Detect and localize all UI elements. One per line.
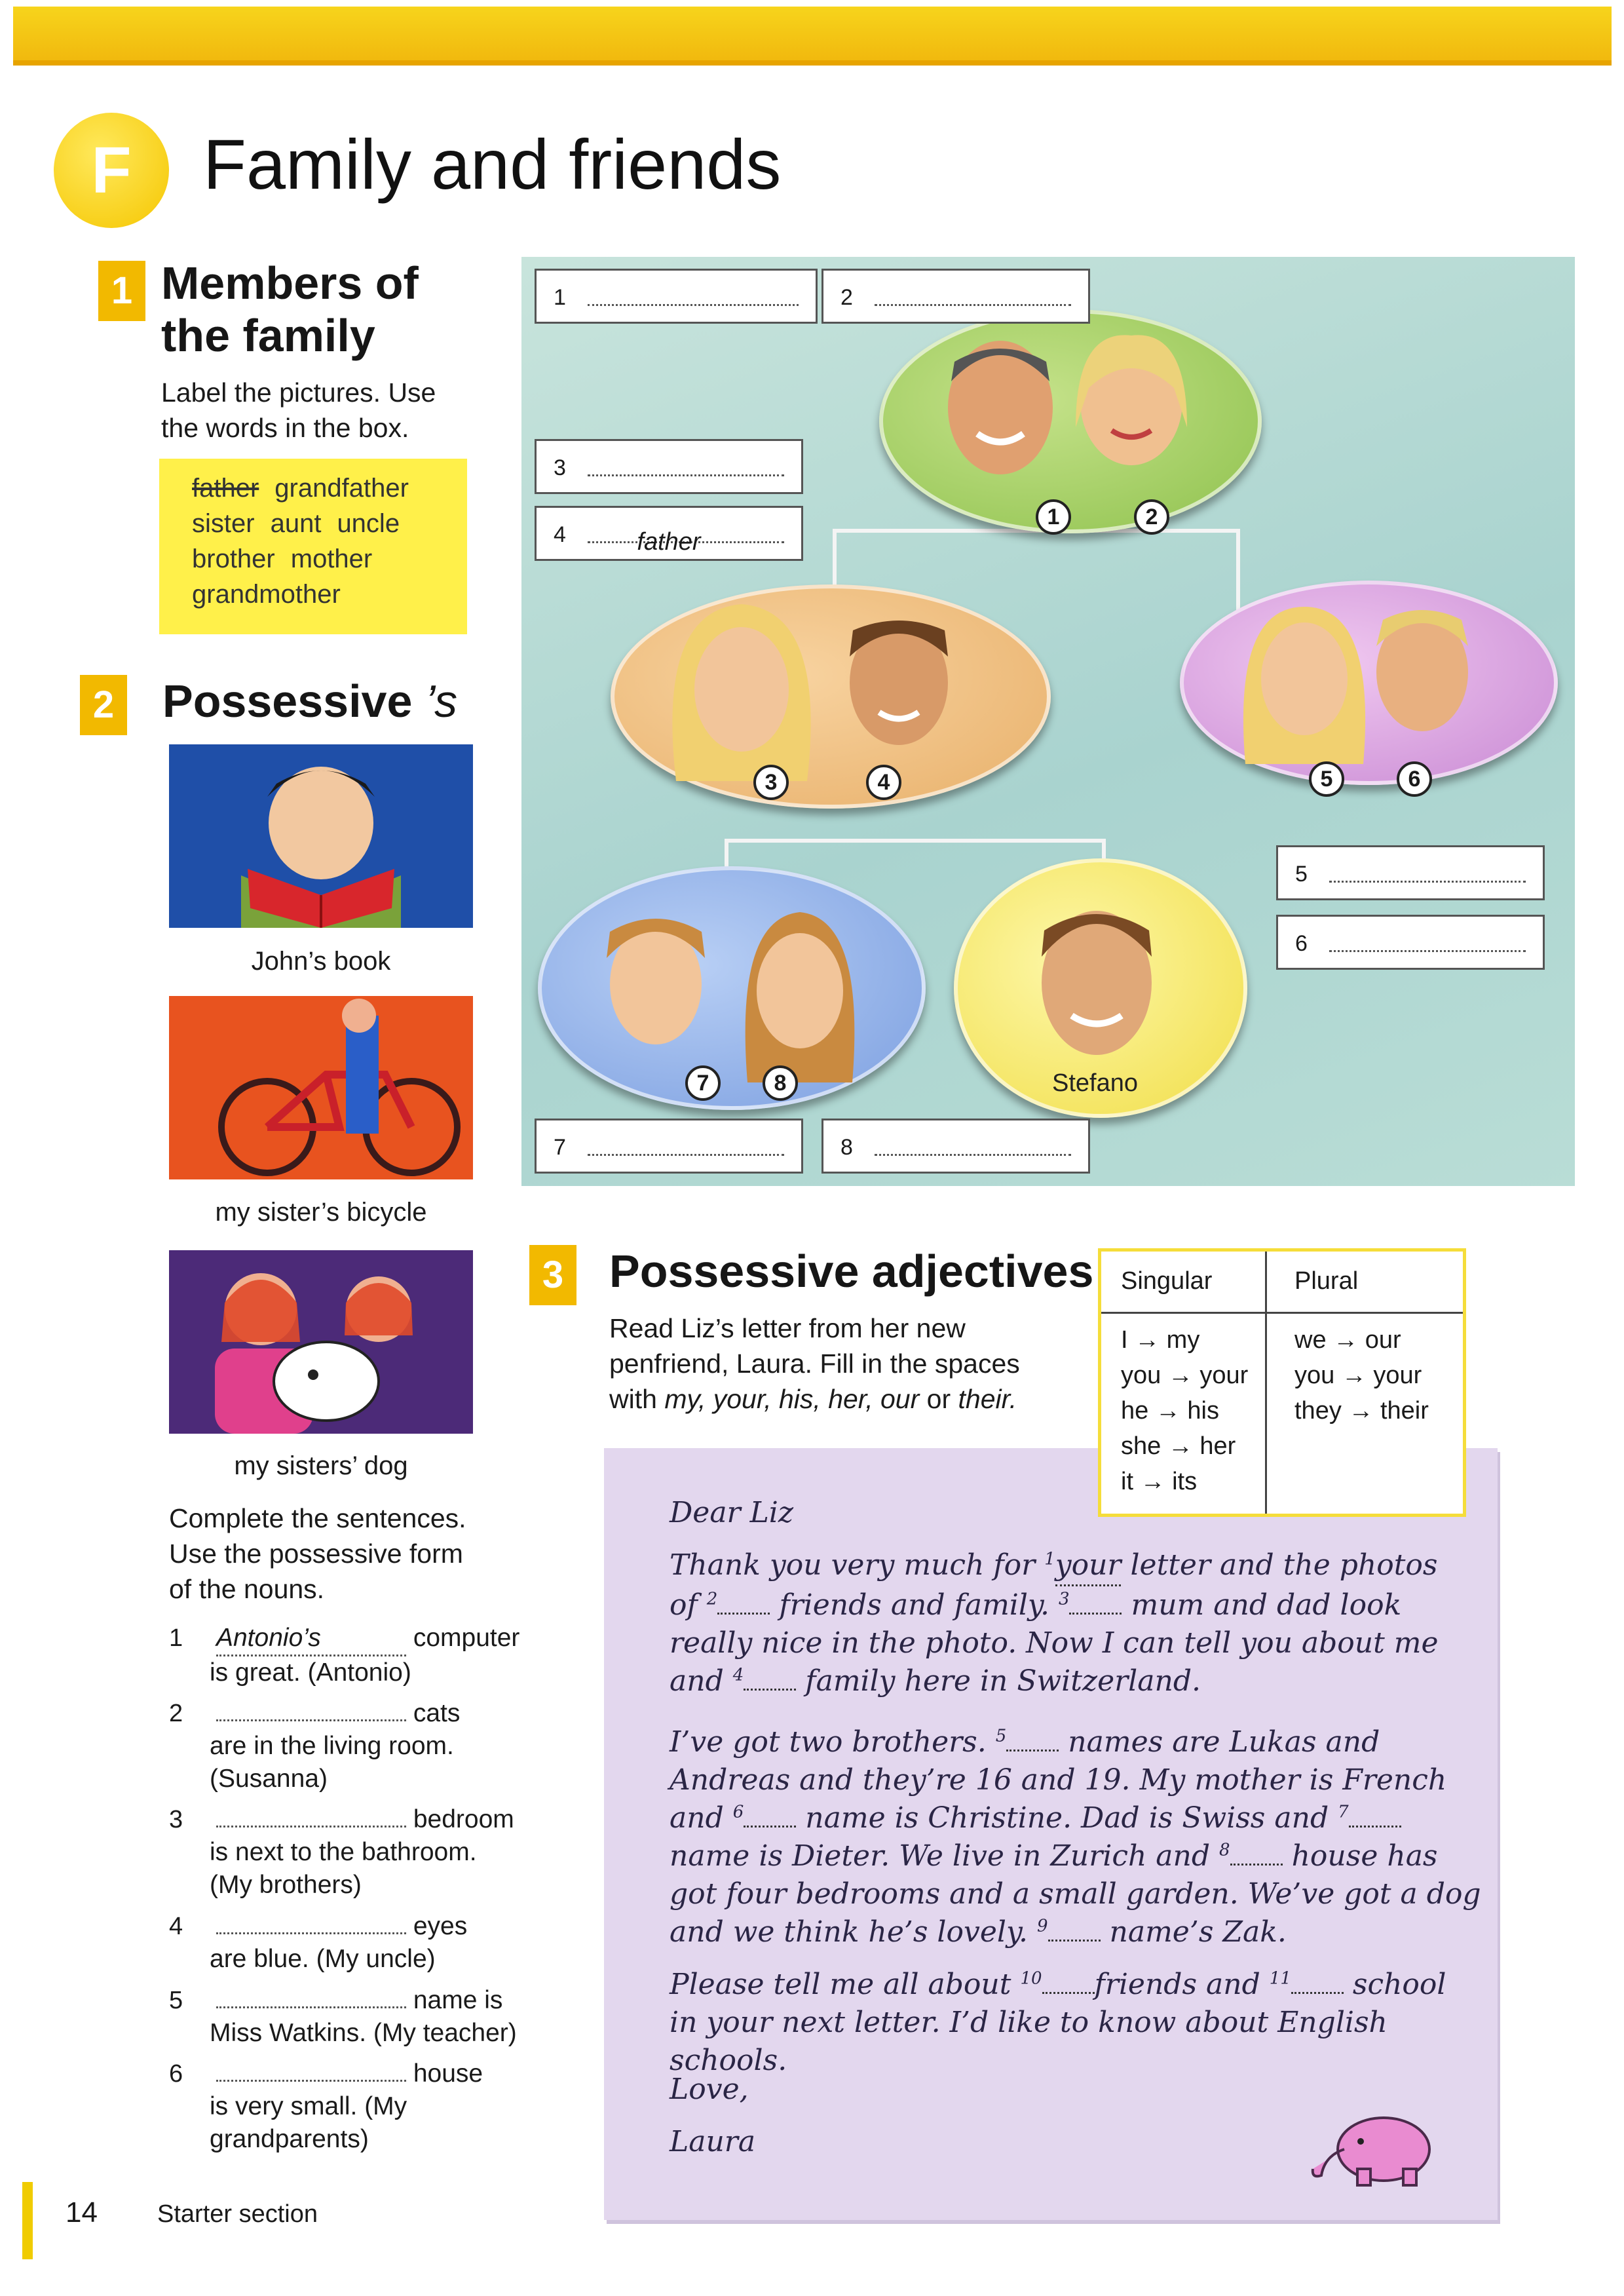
- section-number-2: 2: [80, 675, 127, 735]
- marker-5: 5: [1309, 761, 1344, 797]
- aunt-uncle-faces: [1180, 581, 1550, 777]
- word-brother: brother: [192, 545, 275, 573]
- label-box-4[interactable]: 4 father: [535, 506, 803, 561]
- label-box-6[interactable]: 6: [1276, 915, 1545, 970]
- blank-4[interactable]: [744, 1689, 796, 1691]
- section2-instructions: Complete the sentences. Use the possessive form of the nouns.: [169, 1503, 466, 1604]
- sentence-6-answer[interactable]: [216, 2080, 406, 2082]
- section-number-1: 1: [98, 261, 145, 321]
- john-book-picture: [169, 744, 473, 928]
- footer-bar: [22, 2182, 33, 2259]
- unit-badge: F: [54, 113, 169, 228]
- word-father: father: [192, 474, 259, 503]
- page-number: 14: [66, 2196, 98, 2229]
- word-mother: mother: [290, 545, 373, 573]
- letter-paragraph-2: I’ve got two brothers. $^5$ names are Lukas and Andreas and they’re 16 and 19. My mother is French and $^6$ name is Christine. Dad is Swiss and $^7$ name is Dieter. We live in Zurich and $^8$ house has got four bedrooms and a small garden. We’ve got a dog and we think he’s lovely. $^9$ name’s Zak.: [670, 1725, 1481, 1949]
- possessive-table: [1098, 1248, 1466, 1517]
- blank-11[interactable]: [1291, 1992, 1344, 1994]
- marker-8: 8: [763, 1065, 798, 1101]
- blank-7[interactable]: [1349, 1826, 1401, 1827]
- word-grandmother: grandmother: [192, 580, 341, 609]
- letter-greeting: Dear Liz: [670, 1496, 794, 1529]
- blank-1[interactable]: your: [1055, 1546, 1122, 1586]
- marker-2: 2: [1134, 499, 1169, 535]
- blank-9[interactable]: [1048, 1940, 1101, 1942]
- label-box-8[interactable]: 8: [821, 1119, 1090, 1174]
- sentence-5-answer[interactable]: [216, 2006, 406, 2008]
- section1-title: Members of the family: [161, 258, 419, 361]
- letter-closing: Love,: [670, 2073, 749, 2106]
- letter-paragraph-1: Thank you very much for $^1$your letter and the photos of $^2$ friends and family. $^3$ mum and dad look really nice in the photo. Now I can tell you about me and $^4$ family here in Switzerland.: [670, 1546, 1456, 1700]
- word-uncle: uncle: [337, 509, 400, 538]
- table-plural-list: we → our you → your they → their: [1294, 1326, 1429, 1425]
- section2-title: Possessive ’s: [162, 676, 458, 727]
- section-number-3: 3: [529, 1245, 576, 1305]
- parents-faces: [611, 584, 1043, 801]
- marker-3: 3: [753, 765, 789, 800]
- blank-8[interactable]: [1230, 1864, 1283, 1866]
- blank-2[interactable]: [717, 1613, 770, 1615]
- stefano-name: Stefano: [1052, 1069, 1138, 1097]
- blank-10[interactable]: [1042, 1992, 1095, 1994]
- marker-1: 1: [1036, 499, 1071, 535]
- sentence-3: 3 bedroom is next to the bathroom. (My brothers): [169, 1805, 514, 1899]
- letter-signature: Laura: [670, 2125, 756, 2158]
- elephant-icon: [1305, 2103, 1436, 2189]
- section3-instructions: Read Liz’s letter from her new penfriend, Laura. Fill in the spaces with my, your, his, her, our or their.: [609, 1313, 1020, 1414]
- sentence-1: 1 Antonio’s computer is great. (Antonio): [169, 1622, 536, 1689]
- label-box-3[interactable]: 3: [535, 439, 803, 494]
- sentence-6: 6 house is very small. (My grandparents): [169, 2059, 483, 2153]
- word-sister: sister: [192, 509, 255, 538]
- caption-sisters-dog: my sisters’ dog: [234, 1451, 408, 1480]
- sentence-3-answer[interactable]: [216, 1826, 406, 1827]
- marker-6: 6: [1397, 761, 1432, 797]
- marker-4: 4: [866, 765, 901, 800]
- word-aunt: aunt: [270, 509, 322, 538]
- letter-paragraph-3: Please tell me all about $^{10}$ friends and $^{11}$ school in your next letter. I’d like to know about English schools.: [670, 1968, 1446, 2077]
- grandparents-faces: [879, 309, 1254, 526]
- family-tree-panel: [521, 257, 1575, 1186]
- sister-bicycle-picture: [169, 996, 473, 1179]
- sentence-4: 4 eyes are blue. (My uncle): [169, 1912, 468, 1973]
- section1-instructions: Label the pictures. Use the words in the box.: [161, 377, 436, 443]
- sentence-5: 5 name is Miss Watkins. (My teacher): [169, 1986, 517, 2047]
- sentence-2-answer[interactable]: [216, 1719, 406, 1721]
- footer-section: Starter section: [157, 2200, 318, 2228]
- sentence-4-answer[interactable]: [216, 1932, 406, 1934]
- caption-sister-bicycle: my sister’s bicycle: [215, 1198, 427, 1227]
- table-header-plural: Plural: [1294, 1267, 1359, 1295]
- label-box-2[interactable]: 2: [821, 269, 1090, 324]
- table-singular-list: I → my you → your he → his she → her it → its: [1121, 1326, 1249, 1495]
- word-box: [159, 459, 467, 634]
- children-faces: [538, 866, 918, 1102]
- sisters-dog-picture: [169, 1250, 473, 1434]
- label-box-5[interactable]: 5: [1276, 845, 1545, 900]
- page-title: Family and friends: [203, 124, 782, 204]
- label-box-1[interactable]: 1: [535, 269, 818, 324]
- blank-5[interactable]: [1006, 1750, 1059, 1751]
- blank-6[interactable]: [744, 1826, 796, 1827]
- sentence-2: 2 cats are in the living room. (Susanna): [169, 1699, 461, 1793]
- blank-3[interactable]: [1069, 1613, 1122, 1615]
- sentence-1-answer[interactable]: Antonio’s: [216, 1622, 406, 1656]
- caption-john-book: John’s book: [251, 947, 391, 976]
- letter-panel: [604, 1448, 1498, 2220]
- top-banner: [13, 7, 1612, 66]
- table-header-singular: Singular: [1121, 1267, 1213, 1295]
- marker-7: 7: [685, 1065, 721, 1101]
- label-box-7[interactable]: 7: [535, 1119, 803, 1174]
- section3-title: Possessive adjectives: [609, 1246, 1094, 1297]
- word-grandfather: grandfather: [274, 474, 409, 503]
